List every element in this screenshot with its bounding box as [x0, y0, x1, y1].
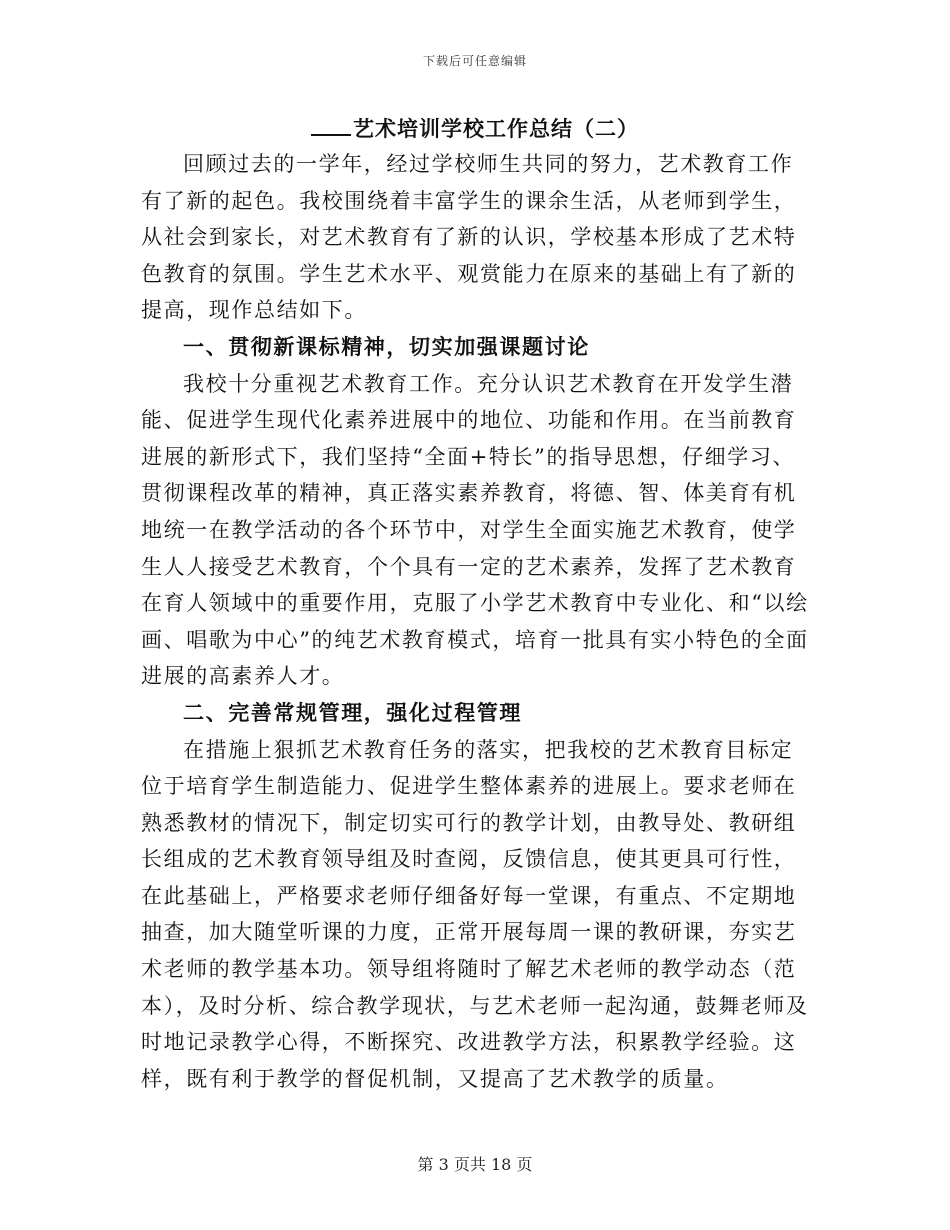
section-1-heading: 一、贯彻新课标精神，切实加强课题讨论 [183, 333, 590, 359]
section-2-paragraph: 在措施上狠抓艺术教育任务的落实，把我校的艺术教育目标定位于培育学生制造能力、促进学生整体素养的进展上。要求老师在熟悉教材的情况下，制定切实可行的教学计划，由教导处、教研组长组成的艺术教育领导组及时查阅，反馈信息，使其更具可行性，在此基础上，严格要求老师仔细备好每一堂课，有重点、不定期地抽查，加大随堂听课的力度，正常开展每周一课的教研课，夯实艺术老师的教学基本功。领导组将随时了解艺术老师的教学动态（范本），及时分析、综合教学现状，与艺术老师一起沟通，鼓舞老师及时地记录教学心得，不断探究、改进教学方法，积累教学经验。这样，既有利于教学的督促机制，又提高了艺术教学的质量。 [141, 737, 809, 1091]
section-2-heading: 二、完善常规管理，强化过程管理 [183, 699, 522, 725]
header-note: 下载后可任意编辑 [422, 54, 527, 68]
title-blank-underline [311, 116, 351, 136]
document-title: 艺术培训学校工作总结（二） [353, 116, 639, 141]
section-1-paragraph: 我校十分重视艺术教育工作。充分认识艺术教育在开发学生潜能、促进学生现代化素养进展中的地位、功能和作用。在当前教育进展的新形式下，我们坚持“全面+特长”的指导思想，仔细学习、贯彻课程改革的精神，真正落实素养教育，将德、智、体美育有机地统一在教学活动的各个环节中，对学生全面实施艺术教育，使学生人人接受艺术教育，个个具有一定的艺术素养，发挥了艺术教育在育人领域中的重要作用，克服了小学艺术教育中专业化、和“以绘画、唱歌为中心”的纯艺术教育模式，培育一批具有实小特色的全面进展的高素养人才。 [141, 371, 809, 689]
intro-paragraph: 回顾过去的一学年，经过学校师生共同的努力，艺术教育工作有了新的起色。我校围绕着丰富学生的课余生活，从老师到学生，从社会到家长，对艺术教育有了新的认识，学校基本形成了艺术特色教育的氛围。学生艺术水平、观赏能力在原来的基础上有了新的提高，现作总结如下。 [141, 152, 797, 323]
document-body [141, 146, 809, 1097]
document-title-line [0, 113, 950, 143]
page-number-footer: 第 3 页共 18 页 [417, 1155, 533, 1174]
